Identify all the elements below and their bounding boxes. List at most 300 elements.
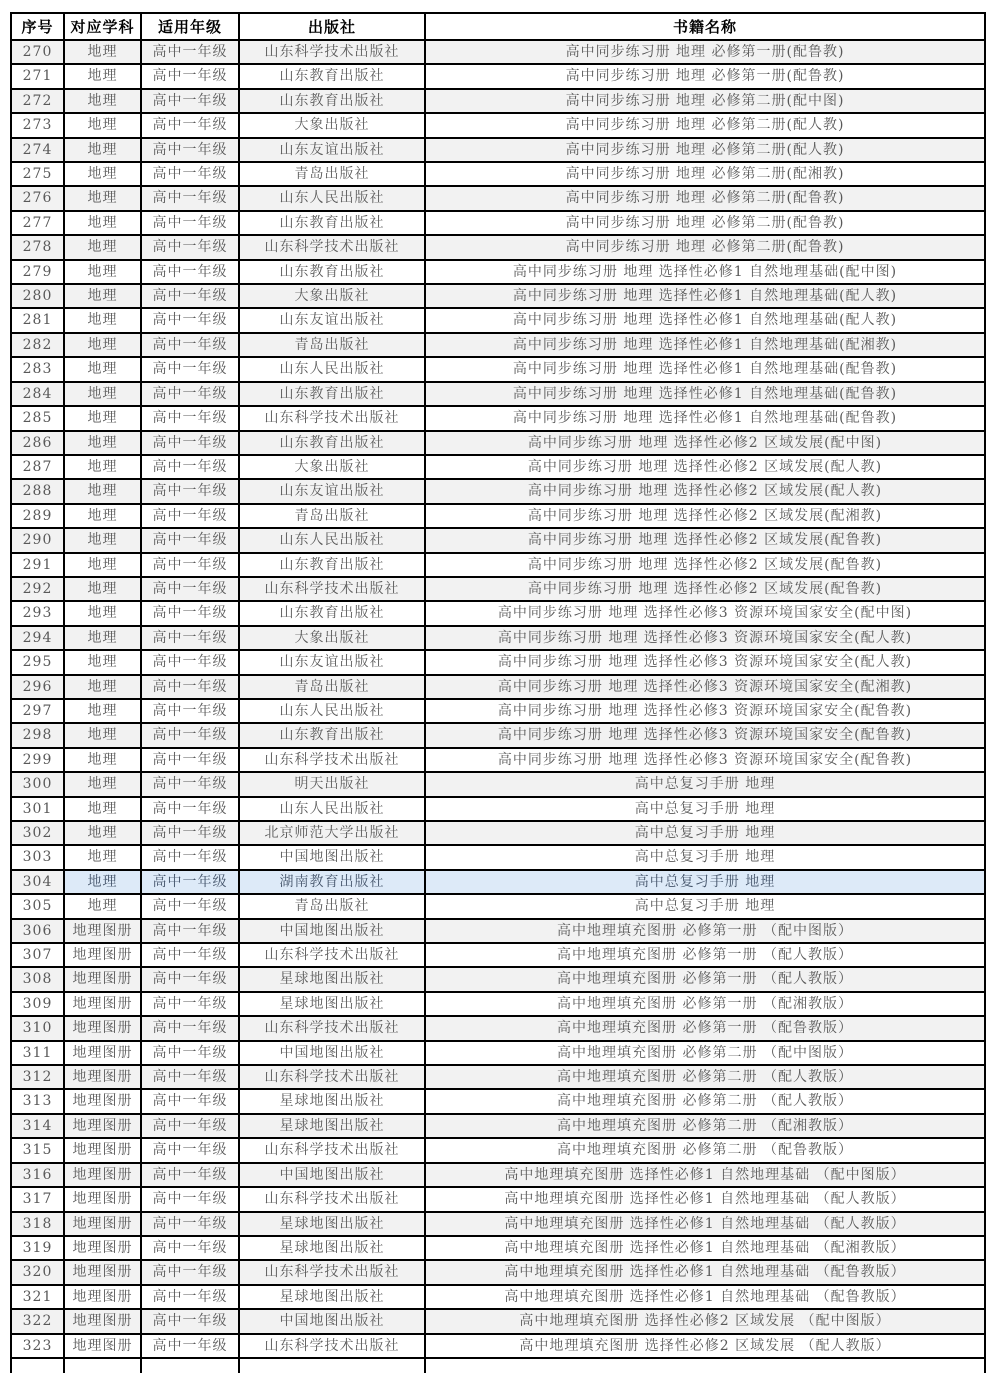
grade-cell[interactable]: 高中一年级: [141, 992, 239, 1016]
grade-cell[interactable]: 高中一年级: [141, 235, 239, 259]
publisher-cell[interactable]: 山东人民出版社: [239, 528, 425, 552]
row-no-cell[interactable]: 307: [11, 943, 64, 967]
grade-cell[interactable]: 高中一年级: [141, 967, 239, 991]
subject-cell[interactable]: 地理: [64, 162, 141, 186]
publisher-cell[interactable]: 星球地图出版社: [239, 992, 425, 1016]
row-no-cell[interactable]: 314: [11, 1114, 64, 1138]
table-row: [11, 528, 985, 552]
publisher-cell[interactable]: 中国地图出版社: [239, 1163, 425, 1187]
row-no-cell[interactable]: 278: [11, 235, 64, 259]
publisher-cell[interactable]: 中国地图出版社: [239, 919, 425, 943]
table-row: [11, 919, 985, 943]
publisher-cell[interactable]: 山东友谊出版社: [239, 479, 425, 503]
row-no-cell[interactable]: 288: [11, 479, 64, 503]
title-cell[interactable]: 高中地理填充图册 必修第一册 （配人教版）: [425, 967, 985, 991]
grade-cell[interactable]: 高中一年级: [141, 211, 239, 235]
title-cell[interactable]: 高中总复习手册 地理: [425, 821, 985, 845]
grade-cell[interactable]: 高中一年级: [141, 260, 239, 284]
subject-cell[interactable]: 地理: [64, 431, 141, 455]
grade-cell[interactable]: 高中一年级: [141, 1163, 239, 1187]
title-cell[interactable]: 高中同步练习册 地理 必修第二册(配人教): [425, 113, 985, 137]
title-cell[interactable]: 高中同步练习册 地理 选择性必修1 自然地理基础(配中图): [425, 260, 985, 284]
row-no-cell[interactable]: 271: [11, 64, 64, 88]
grade-cell[interactable]: 高中一年级: [141, 357, 239, 381]
row-no-cell[interactable]: 300: [11, 772, 64, 796]
title-cell[interactable]: 高中地理填充图册 必修第二册 （配中图版）: [425, 1041, 985, 1065]
title-cell[interactable]: 高中总复习手册 地理: [425, 772, 985, 796]
row-no-cell[interactable]: 315: [11, 1138, 64, 1162]
title-cell[interactable]: 高中地理填充图册 选择性必修1 自然地理基础 （配湘教版）: [425, 1236, 985, 1260]
subject-cell[interactable]: 地理: [64, 626, 141, 650]
title-cell[interactable]: 高中同步练习册 地理 选择性必修1 自然地理基础(配鲁教): [425, 406, 985, 430]
title-cell[interactable]: 高中地理填充图册 必修第一册 （配鲁教版）: [425, 1016, 985, 1040]
subject-cell[interactable]: 地理图册: [64, 1212, 141, 1236]
grade-cell[interactable]: 高中一年级: [141, 479, 239, 503]
subject-cell[interactable]: 地理: [64, 382, 141, 406]
grade-cell[interactable]: 高中一年级: [141, 553, 239, 577]
row-no-cell[interactable]: 318: [11, 1212, 64, 1236]
table-row: [11, 455, 985, 479]
row-no-cell[interactable]: 290: [11, 528, 64, 552]
title-cell[interactable]: 高中同步练习册 地理 必修第一册(配鲁教): [425, 64, 985, 88]
subject-cell[interactable]: 地理: [64, 675, 141, 699]
table-row: [11, 601, 985, 625]
row-no-cell[interactable]: 311: [11, 1041, 64, 1065]
title-cell[interactable]: 高中地理填充图册 必修第一册 （配人教版）: [425, 943, 985, 967]
row-no-cell[interactable]: 280: [11, 284, 64, 308]
publisher-cell[interactable]: 山东科学技术出版社: [239, 406, 425, 430]
title-cell[interactable]: 高中地理填充图册 必修第一册 （配中图版）: [425, 919, 985, 943]
row-no-cell[interactable]: 305: [11, 894, 64, 918]
title-cell[interactable]: 高中总复习手册 地理: [425, 870, 985, 894]
subject-cell[interactable]: 地理: [64, 455, 141, 479]
grade-cell[interactable]: 高中一年级: [141, 626, 239, 650]
title-cell[interactable]: 高中地理填充图册 必修第二册 （配人教版）: [425, 1089, 985, 1113]
title-cell[interactable]: 高中同步练习册 地理 必修第二册(配鲁教): [425, 186, 985, 210]
publisher-cell[interactable]: 中国地图出版社: [239, 1309, 425, 1333]
table-row: [11, 504, 985, 528]
publisher-cell[interactable]: 山东科学技术出版社: [239, 943, 425, 967]
table-row: [11, 845, 985, 869]
subject-cell[interactable]: 地理: [64, 357, 141, 381]
title-cell[interactable]: 高中同步练习册 地理 必修第二册(配湘教): [425, 162, 985, 186]
publisher-cell[interactable]: 山东人民出版社: [239, 699, 425, 723]
grade-cell[interactable]: 高中一年级: [141, 894, 239, 918]
row-no-cell[interactable]: 299: [11, 748, 64, 772]
grade-cell[interactable]: 高中一年级: [141, 870, 239, 894]
title-cell[interactable]: 高中同步练习册 地理 必修第一册(配鲁教): [425, 40, 985, 64]
publisher-cell[interactable]: 山东教育出版社: [239, 260, 425, 284]
publisher-cell[interactable]: 山东人民出版社: [239, 797, 425, 821]
publisher-cell[interactable]: 山东人民出版社: [239, 186, 425, 210]
grade-cell[interactable]: 高中一年级: [141, 138, 239, 162]
row-no-cell[interactable]: 272: [11, 89, 64, 113]
grade-cell[interactable]: 高中一年级: [141, 1260, 239, 1284]
publisher-cell[interactable]: 山东科学技术出版社: [239, 40, 425, 64]
row-no-cell[interactable]: 310: [11, 1016, 64, 1040]
subject-cell[interactable]: 地理: [64, 284, 141, 308]
subject-cell[interactable]: 地理: [64, 845, 141, 869]
publisher-cell[interactable]: 山东友谊出版社: [239, 138, 425, 162]
row-no-cell[interactable]: 293: [11, 601, 64, 625]
publisher-cell[interactable]: 星球地图出版社: [239, 1114, 425, 1138]
row-no-cell[interactable]: 298: [11, 723, 64, 747]
publisher-cell[interactable]: 星球地图出版社: [239, 1236, 425, 1260]
grade-cell[interactable]: 高中一年级: [141, 1138, 239, 1162]
row-no-cell[interactable]: 276: [11, 186, 64, 210]
title-cell[interactable]: 高中同步练习册 地理 选择性必修3 资源环境国家安全(配人教): [425, 626, 985, 650]
table-row: [11, 1334, 985, 1358]
subject-cell[interactable]: 地理图册: [64, 1285, 141, 1309]
table-row: [11, 186, 985, 210]
title-cell[interactable]: 高中同步练习册 地理 选择性必修1 自然地理基础(配人教): [425, 308, 985, 332]
grade-cell[interactable]: 高中一年级: [141, 748, 239, 772]
title-cell[interactable]: 高中地理填充图册 必修第二册 （配人教版）: [425, 1065, 985, 1089]
row-no-cell[interactable]: 295: [11, 650, 64, 674]
grade-cell[interactable]: 高中一年级: [141, 308, 239, 332]
grade-cell[interactable]: 高中一年级: [141, 186, 239, 210]
publisher-cell[interactable]: 星球地图出版社: [239, 1212, 425, 1236]
grade-cell[interactable]: 高中一年级: [141, 455, 239, 479]
grade-cell[interactable]: 高中一年级: [141, 406, 239, 430]
publisher-cell[interactable]: 大象出版社: [239, 284, 425, 308]
row-no-cell[interactable]: 316: [11, 1163, 64, 1187]
title-cell[interactable]: 高中同步练习册 地理 选择性必修2 区域发展(配中图): [425, 431, 985, 455]
publisher-cell[interactable]: 北京师范大学出版社: [239, 821, 425, 845]
grade-cell[interactable]: 高中一年级: [141, 64, 239, 88]
publisher-cell[interactable]: 青岛出版社: [239, 162, 425, 186]
title-cell[interactable]: 高中地理填充图册 必修第二册 （配湘教版）: [425, 1114, 985, 1138]
grade-cell[interactable]: 高中一年级: [141, 1089, 239, 1113]
grade-cell[interactable]: 高中一年级: [141, 1334, 239, 1358]
title-cell[interactable]: 高中同步练习册 地理 选择性必修3 资源环境国家安全(配中图): [425, 601, 985, 625]
subject-cell[interactable]: 地理图册: [64, 967, 141, 991]
subject-cell[interactable]: 地理: [64, 211, 141, 235]
row-no-cell[interactable]: 286: [11, 431, 64, 455]
publisher-cell[interactable]: 青岛出版社: [239, 333, 425, 357]
row-no-cell[interactable]: 308: [11, 967, 64, 991]
title-cell[interactable]: 高中同步练习册 地理 选择性必修2 区域发展(配鲁教): [425, 577, 985, 601]
publisher-cell[interactable]: 大象出版社: [239, 455, 425, 479]
grade-cell[interactable]: 高中一年级: [141, 797, 239, 821]
publisher-cell[interactable]: 星球地图出版社: [239, 967, 425, 991]
grade-cell[interactable]: 高中一年级: [141, 1065, 239, 1089]
grade-cell[interactable]: 高中一年级: [141, 943, 239, 967]
publisher-cell[interactable]: 青岛出版社: [239, 675, 425, 699]
subject-cell[interactable]: 地理图册: [64, 1041, 141, 1065]
publisher-cell[interactable]: 山东教育出版社: [239, 553, 425, 577]
grade-cell[interactable]: 高中一年级: [141, 699, 239, 723]
row-no-cell[interactable]: 317: [11, 1187, 64, 1211]
table-row: [11, 1016, 985, 1040]
row-no-cell[interactable]: 292: [11, 577, 64, 601]
table-row: [11, 626, 985, 650]
title-cell[interactable]: 高中地理填充图册 选择性必修1 自然地理基础 （配人教版）: [425, 1187, 985, 1211]
publisher-cell[interactable]: 山东科学技术出版社: [239, 1334, 425, 1358]
subject-cell[interactable]: 地理: [64, 40, 141, 64]
subject-cell[interactable]: 地理: [64, 504, 141, 528]
subject-cell[interactable]: 地理: [64, 748, 141, 772]
row-no-cell[interactable]: 274: [11, 138, 64, 162]
title-cell[interactable]: 高中同步练习册 地理 选择性必修3 资源环境国家安全(配鲁教): [425, 723, 985, 747]
subject-cell[interactable]: 地理: [64, 333, 141, 357]
title-cell[interactable]: 高中同步练习册 地理 必修第二册(配人教): [425, 138, 985, 162]
publisher-cell[interactable]: 山东科学技术出版社: [239, 1260, 425, 1284]
grade-cell[interactable]: 高中一年级: [141, 113, 239, 137]
grade-cell[interactable]: 高中一年级: [141, 1236, 239, 1260]
grade-cell[interactable]: 高中一年级: [141, 1285, 239, 1309]
grade-cell[interactable]: 高中一年级: [141, 333, 239, 357]
publisher-cell[interactable]: 大象出版社: [239, 113, 425, 137]
grade-cell[interactable]: 高中一年级: [141, 382, 239, 406]
title-cell[interactable]: 高中同步练习册 地理 选择性必修2 区域发展(配人教): [425, 455, 985, 479]
row-no-cell[interactable]: 296: [11, 675, 64, 699]
subject-cell[interactable]: 地理: [64, 821, 141, 845]
empty-cell: [239, 1358, 425, 1373]
subject-cell[interactable]: 地理: [64, 601, 141, 625]
table-row: [11, 748, 985, 772]
publisher-cell[interactable]: 山东教育出版社: [239, 723, 425, 747]
table-row: [11, 1285, 985, 1309]
grade-cell[interactable]: 高中一年级: [141, 577, 239, 601]
col-header-subject: 对应学科: [64, 13, 141, 40]
subject-cell[interactable]: 地理: [64, 723, 141, 747]
row-no-cell[interactable]: 294: [11, 626, 64, 650]
title-cell[interactable]: 高中总复习手册 地理: [425, 797, 985, 821]
row-no-cell[interactable]: 279: [11, 260, 64, 284]
grade-cell[interactable]: 高中一年级: [141, 1016, 239, 1040]
publisher-cell[interactable]: 山东友谊出版社: [239, 650, 425, 674]
subject-cell[interactable]: 地理图册: [64, 1114, 141, 1138]
subject-cell[interactable]: 地理: [64, 699, 141, 723]
title-cell[interactable]: 高中地理填充图册 选择性必修2 区域发展 （配中图版）: [425, 1309, 985, 1333]
subject-cell[interactable]: 地理图册: [64, 943, 141, 967]
subject-cell[interactable]: 地理: [64, 308, 141, 332]
table-row: [11, 113, 985, 137]
publisher-cell[interactable]: 中国地图出版社: [239, 1041, 425, 1065]
row-no-cell[interactable]: 309: [11, 992, 64, 1016]
grade-cell[interactable]: 高中一年级: [141, 821, 239, 845]
publisher-cell[interactable]: 中国地图出版社: [239, 845, 425, 869]
grade-cell[interactable]: 高中一年级: [141, 504, 239, 528]
title-cell[interactable]: 高中同步练习册 地理 选择性必修3 资源环境国家安全(配湘教): [425, 675, 985, 699]
table-row: [11, 577, 985, 601]
grade-cell[interactable]: 高中一年级: [141, 528, 239, 552]
table-row: [11, 797, 985, 821]
title-cell[interactable]: 高中同步练习册 地理 选择性必修1 自然地理基础(配鲁教): [425, 357, 985, 381]
subject-cell[interactable]: 地理图册: [64, 1138, 141, 1162]
row-no-cell[interactable]: 270: [11, 40, 64, 64]
title-cell[interactable]: 高中地理填充图册 选择性必修1 自然地理基础 （配鲁教版）: [425, 1285, 985, 1309]
table-row: [11, 138, 985, 162]
row-no-cell[interactable]: 283: [11, 357, 64, 381]
row-no-cell[interactable]: 320: [11, 1260, 64, 1284]
grade-cell[interactable]: 高中一年级: [141, 89, 239, 113]
grade-cell[interactable]: 高中一年级: [141, 650, 239, 674]
title-cell[interactable]: 高中同步练习册 地理 选择性必修3 资源环境国家安全(配鲁教): [425, 699, 985, 723]
table-body: [11, 40, 985, 1373]
row-no-cell[interactable]: 282: [11, 333, 64, 357]
subject-cell[interactable]: 地理图册: [64, 1016, 141, 1040]
grade-cell[interactable]: 高中一年级: [141, 845, 239, 869]
subject-cell[interactable]: 地理: [64, 64, 141, 88]
publisher-cell[interactable]: 湖南教育出版社: [239, 870, 425, 894]
row-no-cell[interactable]: 306: [11, 919, 64, 943]
row-no-cell[interactable]: 281: [11, 308, 64, 332]
table-row: [11, 1260, 985, 1284]
publisher-cell[interactable]: 山东教育出版社: [239, 431, 425, 455]
subject-cell[interactable]: 地理: [64, 113, 141, 137]
row-no-cell[interactable]: 297: [11, 699, 64, 723]
row-no-cell[interactable]: 312: [11, 1065, 64, 1089]
title-cell[interactable]: 高中同步练习册 地理 必修第二册(配鲁教): [425, 211, 985, 235]
subject-cell[interactable]: 地理: [64, 138, 141, 162]
row-no-cell[interactable]: 284: [11, 382, 64, 406]
grade-cell[interactable]: 高中一年级: [141, 431, 239, 455]
row-no-cell[interactable]: 323: [11, 1334, 64, 1358]
subject-cell[interactable]: 地理: [64, 89, 141, 113]
subject-cell[interactable]: 地理: [64, 235, 141, 259]
row-no-cell[interactable]: 302: [11, 821, 64, 845]
subject-cell[interactable]: 地理: [64, 260, 141, 284]
grade-cell[interactable]: 高中一年级: [141, 162, 239, 186]
title-cell[interactable]: 高中同步练习册 地理 选择性必修2 区域发展(配人教): [425, 479, 985, 503]
publisher-cell[interactable]: 大象出版社: [239, 626, 425, 650]
title-cell[interactable]: 高中地理填充图册 选择性必修1 自然地理基础 （配鲁教版）: [425, 1260, 985, 1284]
publisher-cell[interactable]: 星球地图出版社: [239, 1089, 425, 1113]
title-cell[interactable]: 高中同步练习册 地理 选择性必修3 资源环境国家安全(配鲁教): [425, 748, 985, 772]
subject-cell[interactable]: 地理图册: [64, 1334, 141, 1358]
title-cell[interactable]: 高中地理填充图册 必修第一册 （配湘教版）: [425, 992, 985, 1016]
publisher-cell[interactable]: 山东科学技术出版社: [239, 1138, 425, 1162]
publisher-cell[interactable]: 明天出版社: [239, 772, 425, 796]
title-cell[interactable]: 高中同步练习册 地理 选择性必修2 区域发展(配湘教): [425, 504, 985, 528]
publisher-cell[interactable]: 山东人民出版社: [239, 357, 425, 381]
subject-cell[interactable]: 地理: [64, 797, 141, 821]
row-no-cell[interactable]: 287: [11, 455, 64, 479]
title-cell[interactable]: 高中总复习手册 地理: [425, 894, 985, 918]
subject-cell[interactable]: 地理: [64, 894, 141, 918]
grade-cell[interactable]: 高中一年级: [141, 1041, 239, 1065]
row-no-cell[interactable]: 277: [11, 211, 64, 235]
row-no-cell[interactable]: 303: [11, 845, 64, 869]
title-cell[interactable]: 高中地理填充图册 选择性必修1 自然地理基础 （配人教版）: [425, 1212, 985, 1236]
row-no-cell[interactable]: 313: [11, 1089, 64, 1113]
publisher-cell[interactable]: 山东科学技术出版社: [239, 1065, 425, 1089]
row-no-cell[interactable]: 285: [11, 406, 64, 430]
row-no-cell[interactable]: 301: [11, 797, 64, 821]
subject-cell[interactable]: 地理图册: [64, 1309, 141, 1333]
publisher-cell[interactable]: 山东教育出版社: [239, 601, 425, 625]
grade-cell[interactable]: 高中一年级: [141, 284, 239, 308]
grade-cell[interactable]: 高中一年级: [141, 40, 239, 64]
title-cell[interactable]: 高中同步练习册 地理 选择性必修1 自然地理基础(配人教): [425, 284, 985, 308]
title-cell[interactable]: 高中地理填充图册 选择性必修1 自然地理基础 （配中图版）: [425, 1163, 985, 1187]
subject-cell[interactable]: 地理: [64, 479, 141, 503]
subject-cell[interactable]: 地理图册: [64, 992, 141, 1016]
publisher-cell[interactable]: 山东科学技术出版社: [239, 235, 425, 259]
subject-cell[interactable]: 地理: [64, 870, 141, 894]
table-row: [11, 235, 985, 259]
table-row: [11, 308, 985, 332]
publisher-cell[interactable]: 山东教育出版社: [239, 211, 425, 235]
subject-cell[interactable]: 地理: [64, 186, 141, 210]
grade-cell[interactable]: 高中一年级: [141, 1114, 239, 1138]
subject-cell[interactable]: 地理图册: [64, 1163, 141, 1187]
row-no-cell[interactable]: 321: [11, 1285, 64, 1309]
row-no-cell[interactable]: 304: [11, 870, 64, 894]
row-no-cell[interactable]: 289: [11, 504, 64, 528]
grade-cell[interactable]: 高中一年级: [141, 919, 239, 943]
title-cell[interactable]: 高中同步练习册 地理 选择性必修3 资源环境国家安全(配人教): [425, 650, 985, 674]
grade-cell[interactable]: 高中一年级: [141, 601, 239, 625]
subject-cell[interactable]: 地理图册: [64, 1260, 141, 1284]
grade-cell[interactable]: 高中一年级: [141, 723, 239, 747]
subject-cell[interactable]: 地理图册: [64, 919, 141, 943]
table-row: [11, 431, 985, 455]
publisher-cell[interactable]: 星球地图出版社: [239, 1285, 425, 1309]
grade-cell[interactable]: 高中一年级: [141, 675, 239, 699]
publisher-cell[interactable]: 山东教育出版社: [239, 64, 425, 88]
subject-cell[interactable]: 地理: [64, 553, 141, 577]
title-cell[interactable]: 高中地理填充图册 必修第二册 （配鲁教版）: [425, 1138, 985, 1162]
title-cell[interactable]: 高中同步练习册 地理 必修第二册(配中图): [425, 89, 985, 113]
grade-cell[interactable]: 高中一年级: [141, 1187, 239, 1211]
publisher-cell[interactable]: 山东科学技术出版社: [239, 577, 425, 601]
publisher-cell[interactable]: 山东教育出版社: [239, 382, 425, 406]
publisher-cell[interactable]: 山东友谊出版社: [239, 308, 425, 332]
subject-cell[interactable]: 地理图册: [64, 1236, 141, 1260]
table-row: [11, 1065, 985, 1089]
title-cell[interactable]: 高中总复习手册 地理: [425, 845, 985, 869]
grade-cell[interactable]: 高中一年级: [141, 772, 239, 796]
publisher-cell[interactable]: 青岛出版社: [239, 504, 425, 528]
col-header-grade: 适用年级: [141, 13, 239, 40]
table-row: [11, 260, 985, 284]
publisher-cell[interactable]: 山东科学技术出版社: [239, 748, 425, 772]
table-row: [11, 1187, 985, 1211]
subject-cell[interactable]: 地理: [64, 650, 141, 674]
row-no-cell[interactable]: 273: [11, 113, 64, 137]
publisher-cell[interactable]: 山东科学技术出版社: [239, 1187, 425, 1211]
title-cell[interactable]: 高中地理填充图册 选择性必修2 区域发展 （配人教版）: [425, 1334, 985, 1358]
table-row: [11, 821, 985, 845]
subject-cell[interactable]: 地理图册: [64, 1065, 141, 1089]
publisher-cell[interactable]: 山东科学技术出版社: [239, 1016, 425, 1040]
subject-cell[interactable]: 地理: [64, 772, 141, 796]
grade-cell[interactable]: 高中一年级: [141, 1212, 239, 1236]
row-no-cell[interactable]: 322: [11, 1309, 64, 1333]
table-row: [11, 967, 985, 991]
table-row: [11, 1041, 985, 1065]
title-cell[interactable]: 高中同步练习册 地理 必修第二册(配鲁教): [425, 235, 985, 259]
row-no-cell[interactable]: 275: [11, 162, 64, 186]
row-no-cell[interactable]: 319: [11, 1236, 64, 1260]
subject-cell[interactable]: 地理图册: [64, 1089, 141, 1113]
subject-cell[interactable]: 地理图册: [64, 1187, 141, 1211]
title-cell[interactable]: 高中同步练习册 地理 选择性必修2 区域发展(配鲁教): [425, 553, 985, 577]
grade-cell[interactable]: 高中一年级: [141, 1309, 239, 1333]
publisher-cell[interactable]: 青岛出版社: [239, 894, 425, 918]
title-cell[interactable]: 高中同步练习册 地理 选择性必修1 自然地理基础(配湘教): [425, 333, 985, 357]
subject-cell[interactable]: 地理: [64, 577, 141, 601]
publisher-cell[interactable]: 山东教育出版社: [239, 89, 425, 113]
title-cell[interactable]: 高中同步练习册 地理 选择性必修2 区域发展(配鲁教): [425, 528, 985, 552]
subject-cell[interactable]: 地理: [64, 528, 141, 552]
subject-cell[interactable]: 地理: [64, 406, 141, 430]
row-no-cell[interactable]: 291: [11, 553, 64, 577]
title-cell[interactable]: 高中同步练习册 地理 选择性必修1 自然地理基础(配鲁教): [425, 382, 985, 406]
